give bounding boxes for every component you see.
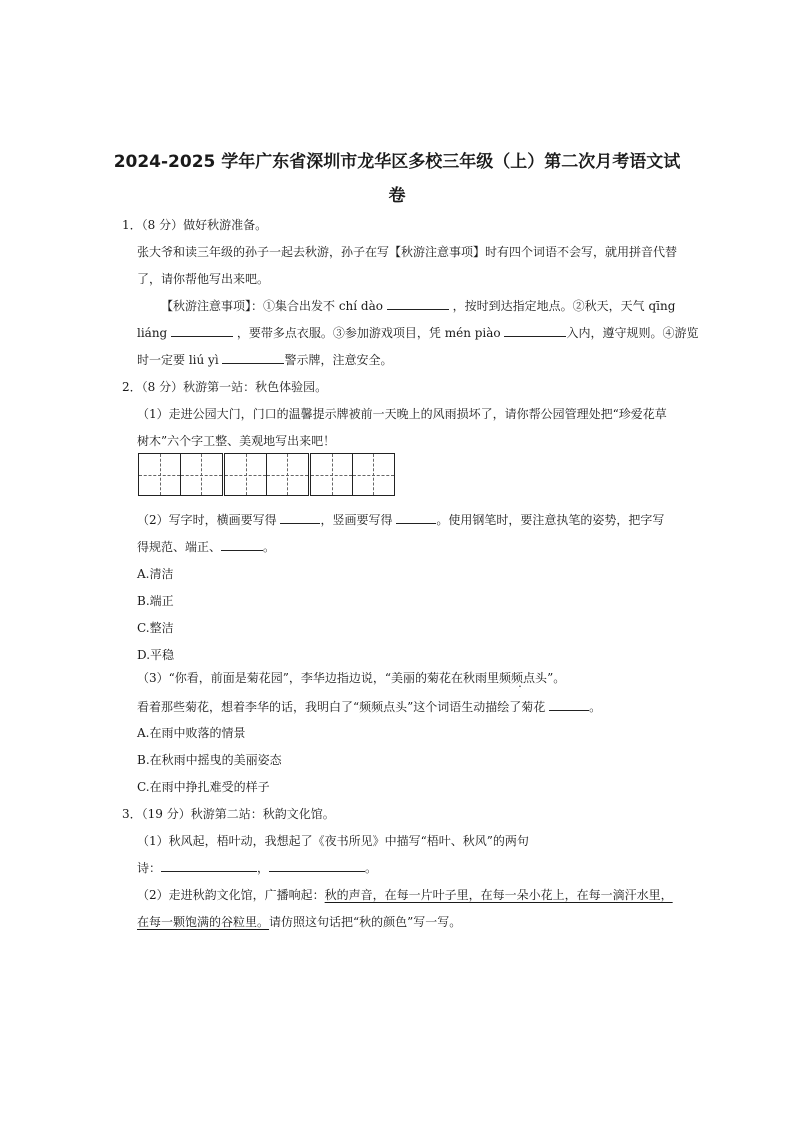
blank-choice[interactable] <box>221 538 263 551</box>
q1-line-2: liáng ，要带多点衣服。③参加游戏项目，凭 mén piào 入内，遵守规则。④游览 <box>137 326 699 340</box>
option-b[interactable]: B.在秋雨中摇曳的美丽姿态 <box>137 753 282 767</box>
blank-chidao[interactable] <box>387 297 449 310</box>
q3-sub2-cont: 在每一颗饱满的谷粒里。请仿照这句话把“秋的颜色”写一写。 <box>137 915 462 929</box>
underlined-sentence: 秋的声音，在每一片叶子里，在每一朵小花上，在每一滴汗水里， <box>324 888 673 902</box>
grid-cell[interactable] <box>352 453 395 496</box>
blank-describe[interactable] <box>549 698 589 711</box>
blank-poem-line-1[interactable] <box>161 859 257 872</box>
q2-heading: 2．（8 分）秋游第一站：秋色体验园。 <box>122 380 328 394</box>
q2-sub1-cont: 树木”六个字工整、美观地写出来吧！ <box>137 434 336 448</box>
blank-menpiao[interactable] <box>504 324 566 337</box>
option-c[interactable]: C.整洁 <box>137 621 174 635</box>
option-d[interactable]: D.平稳 <box>137 648 175 662</box>
grid-cell[interactable] <box>224 453 267 496</box>
q1-paragraph-cont: 了，请你帮他写出来吧。 <box>137 272 270 286</box>
q2-sub3-cont: 看着那些菊花，想着李华的话，我明白了“频频点头”这个词语生动描绘了菊花 。 <box>137 700 602 714</box>
q3-sub1: （1）秋风起，梧叶动，我想起了《夜书所见》中描写“梧叶、秋风”的两句 <box>137 834 529 848</box>
option-a[interactable]: A.清洁 <box>137 567 174 581</box>
blank-vertical[interactable] <box>396 511 436 524</box>
page-title: 2024-2025 学年广东省深圳市龙华区多校三年级（上）第二次月考语文试 <box>113 152 681 172</box>
q1-line-1: 【秋游注意事项】：①集合出发不 chí dào ，按时到达指定地点。②秋天，天气 qīng <box>161 299 676 313</box>
grid-cell[interactable] <box>310 453 353 496</box>
underlined-sentence-cont: 在每一颗饱满的谷粒里。 <box>137 915 270 929</box>
q2-sub2: （2）写字时，横画要写得 ，竖画要写得 。使用钢笔时，要注意执笔的姿势，把字写 <box>137 513 665 527</box>
q1-line-3: 时一定要 liú yì 警示牌，注意安全。 <box>137 353 393 367</box>
q3-sub2: （2）走进秋韵文化馆，广播响起：秋的声音，在每一片叶子里，在每一朵小花上，在每一滴汗水里， <box>137 888 673 902</box>
blank-liuyi[interactable] <box>222 351 284 364</box>
q1-paragraph: 张大爷和读三年级的孙子一起去秋游，孙子在写【秋游注意事项】时有四个词语不会写，就用拼音代替 <box>137 245 678 259</box>
grid-cell[interactable] <box>180 453 223 496</box>
q3-sub1-cont: 诗： ， 。 <box>137 861 378 875</box>
blank-horizontal[interactable] <box>280 511 320 524</box>
blank-poem-line-2[interactable] <box>269 859 365 872</box>
q2-sub3: （3）“你看，前面是菊花园”，李华边指边说，“美丽的菊花在秋雨里频频点头”。 <box>137 671 566 685</box>
blank-qingliang[interactable] <box>171 324 233 337</box>
option-b[interactable]: B.端正 <box>137 594 174 608</box>
option-c[interactable]: C.在雨中挣扎难受的样子 <box>137 780 270 794</box>
q2-sub1: （1）走进公园大门，门口的温馨提示牌被前一天晚上的风雨损坏了，请你帮公园管理处把“珍爱花草 <box>137 407 667 421</box>
dotted-phrase: 频频点头 <box>499 671 548 685</box>
q3-heading: 3．（19 分）秋游第二站：秋韵文化馆。 <box>122 807 335 821</box>
q1-heading: 1．（8 分）做好秋游准备。 <box>122 218 268 232</box>
q2-sub2-cont: 得规范、端正、 。 <box>137 540 276 554</box>
option-a[interactable]: A.在雨中败落的情景 <box>137 726 246 740</box>
writing-grid[interactable] <box>138 453 393 496</box>
grid-cell[interactable] <box>138 453 181 496</box>
page-title-cont: 卷 <box>388 186 406 206</box>
grid-cell[interactable] <box>266 453 309 496</box>
